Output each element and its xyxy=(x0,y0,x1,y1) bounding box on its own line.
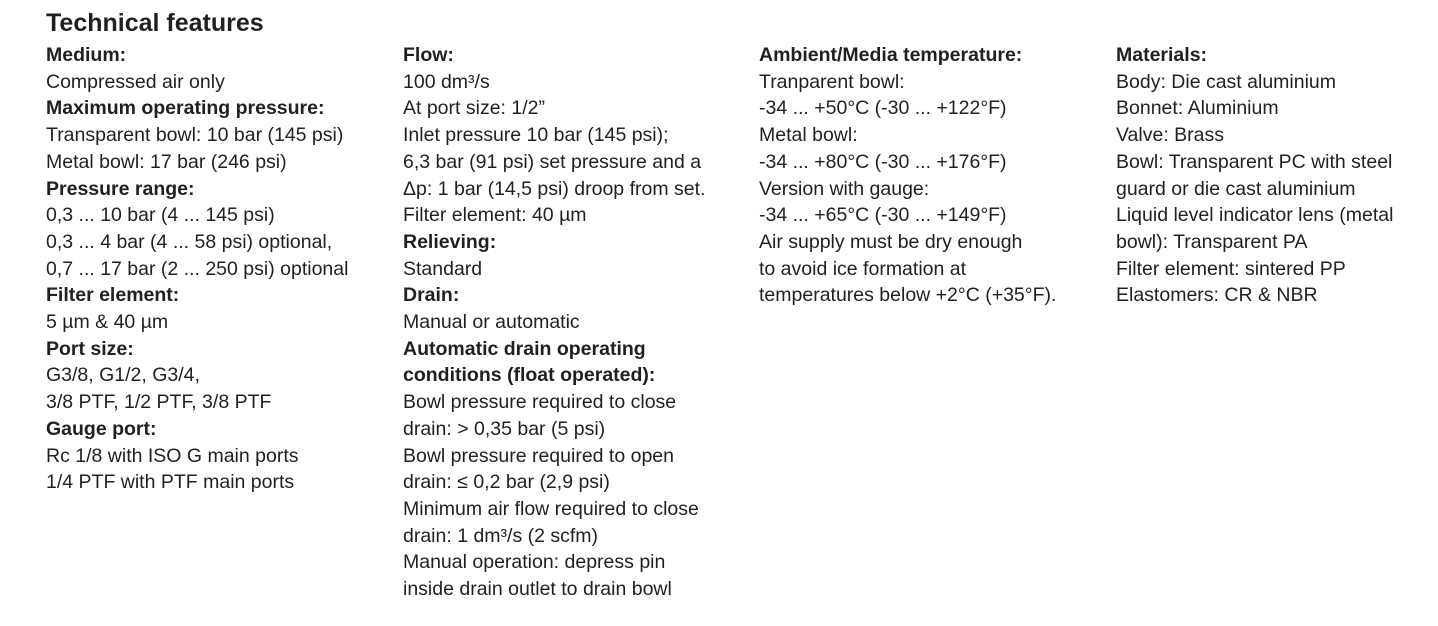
spec-line: Filter element: 40 µm xyxy=(403,204,587,227)
spec-line: Transparent bowl: 10 bar (145 psi) xyxy=(46,124,344,147)
column-general xyxy=(46,42,348,496)
section-heading: Relieving: xyxy=(403,230,497,253)
section-heading: Medium: xyxy=(46,44,127,66)
spec-line: Inlet pressure 10 bar (145 psi); xyxy=(403,124,669,147)
section-heading: Port size: xyxy=(46,337,134,360)
spec-line: 0,7 ... 17 bar (2 ... 250 psi) optional xyxy=(46,257,349,280)
spec-line: Version with gauge: xyxy=(759,177,930,200)
spec-line: Elastomers: CR & NBR xyxy=(1116,284,1318,307)
column-materials xyxy=(1116,42,1393,309)
spec-line: Metal bowl: 17 bar (246 psi) xyxy=(46,150,287,173)
spec-line: G3/8, G1/2, G3/4, xyxy=(46,364,200,387)
spec-line: At port size: 1/2” xyxy=(403,97,545,120)
spec-line: Standard xyxy=(403,257,483,280)
spec-line: -34 ... +65°C (-30 ... +149°F) xyxy=(759,204,1007,227)
spec-line: to avoid ice formation at xyxy=(759,257,967,280)
section-heading: Materials: xyxy=(1116,44,1208,66)
spec-line: temperatures below +2°C (+35°F). xyxy=(759,284,1057,307)
spec-line: 1/4 PTF with PTF main ports xyxy=(46,471,295,494)
spec-line: -34 ... +80°C (-30 ... +176°F) xyxy=(759,150,1007,173)
spec-line: Manual or automatic xyxy=(403,311,580,334)
section-heading: Drain: xyxy=(403,284,460,307)
spec-line: Air supply must be dry enough xyxy=(759,230,1023,253)
spec-line: Minimum air flow required to close xyxy=(403,497,699,520)
spec-line: guard or die cast aluminium xyxy=(1116,177,1356,200)
section-heading: Flow: xyxy=(403,44,454,66)
spec-line: Valve: Brass xyxy=(1116,124,1225,147)
spec-line: bowl): Transparent PA xyxy=(1116,230,1308,253)
spec-line: Bowl: Transparent PC with steel xyxy=(1116,150,1393,173)
spec-line: 0,3 ... 10 bar (4 ... 145 psi) xyxy=(46,204,275,227)
spec-line: drain: > 0,35 bar (5 psi) xyxy=(403,417,606,440)
spec-line: Compressed air only xyxy=(46,70,225,93)
section-heading: Automatic drain operating xyxy=(403,337,646,360)
spec-line: -34 ... +50°C (-30 ... +122°F) xyxy=(759,97,1007,120)
spec-line: 0,3 ... 4 bar (4 ... 58 psi) optional, xyxy=(46,230,333,253)
section-heading: Ambient/Media temperature: xyxy=(759,44,1023,66)
spec-line: inside drain outlet to drain bowl xyxy=(403,578,672,601)
spec-line: drain: 1 dm³/s (2 scfm) xyxy=(403,524,599,547)
spec-line: Rc 1/8 with ISO G main ports xyxy=(46,444,299,467)
section-heading: conditions (float operated): xyxy=(403,364,656,387)
section-heading: Maximum operating pressure: xyxy=(46,97,325,120)
section-heading: Pressure range: xyxy=(46,177,195,200)
spec-line: 3/8 PTF, 1/2 PTF, 3/8 PTF xyxy=(46,391,272,414)
spec-line: Δp: 1 bar (14,5 psi) droop from set. xyxy=(403,177,706,200)
column-flow-drain xyxy=(403,42,705,603)
spec-line: 5 µm & 40 µm xyxy=(46,311,169,334)
spec-line: Bowl pressure required to close xyxy=(403,391,677,414)
page-title: Technical features xyxy=(46,9,264,37)
column-temperature xyxy=(759,42,1056,309)
section-heading: Gauge port: xyxy=(46,417,157,440)
spec-line: Bonnet: Aluminium xyxy=(1116,97,1279,120)
spec-line: Metal bowl: xyxy=(759,124,858,147)
spec-line: Liquid level indicator lens (metal xyxy=(1116,204,1394,227)
spec-line: Body: Die cast aluminium xyxy=(1116,70,1337,93)
spec-line: 6,3 bar (91 psi) set pressure and a xyxy=(403,150,702,173)
spec-line: Manual operation: depress pin xyxy=(403,551,666,574)
spec-line: Tranparent bowl: xyxy=(759,70,905,93)
spec-line: drain: ≤ 0,2 bar (2,9 psi) xyxy=(403,471,610,494)
spec-line: 100 dm³/s xyxy=(403,70,490,93)
spec-line: Bowl pressure required to open xyxy=(403,444,674,467)
spec-line: Filter element: sintered PP xyxy=(1116,257,1346,280)
section-heading: Filter element: xyxy=(46,284,180,307)
